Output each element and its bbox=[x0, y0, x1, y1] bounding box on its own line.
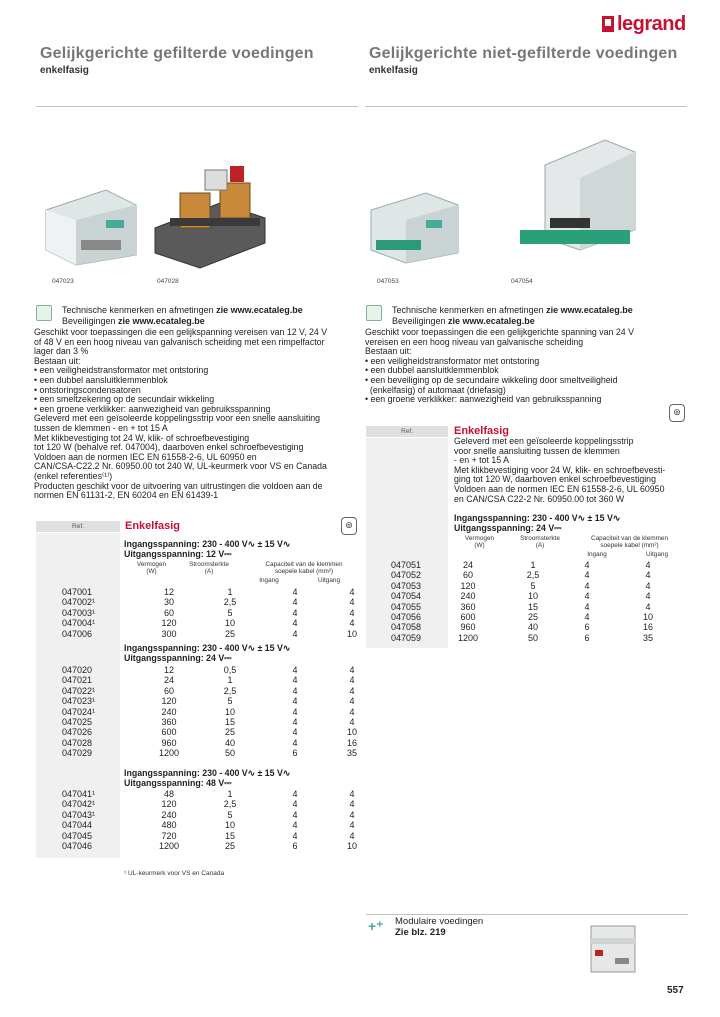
value-cell: 16 bbox=[346, 737, 357, 748]
value-cell: 120 bbox=[161, 799, 177, 810]
logo-text: legrand bbox=[617, 12, 686, 35]
ref-cell: 047024¹ bbox=[62, 706, 96, 717]
value-cell: 4 bbox=[349, 618, 355, 629]
value-cell: 60 bbox=[462, 570, 473, 581]
ref-cell: 047004¹ bbox=[62, 618, 96, 629]
ecataleg-link[interactable]: zie www.ecataleg.be bbox=[216, 305, 303, 315]
ref-cell: 047026 bbox=[62, 727, 93, 738]
value-cell: 4 bbox=[584, 570, 590, 581]
value-cell: 15 bbox=[224, 717, 235, 727]
table-row bbox=[391, 581, 720, 591]
value-cell: 4 bbox=[292, 607, 298, 618]
value-cell: 4 bbox=[292, 587, 298, 597]
value-cell: 300 bbox=[161, 628, 177, 639]
value-cell: 4 bbox=[349, 607, 355, 618]
ref-cell: 047054 bbox=[391, 591, 422, 602]
value-cell: 2,5 bbox=[223, 799, 237, 810]
value-cell: 25 bbox=[224, 727, 235, 738]
value-cell: 120 bbox=[161, 618, 177, 629]
ref-cell: 047021 bbox=[62, 675, 93, 686]
value-cell: 4 bbox=[292, 597, 298, 608]
value-cell: 2,5 bbox=[223, 685, 237, 696]
product-photo-modular bbox=[585, 918, 641, 978]
value-cell: 35 bbox=[642, 632, 653, 643]
table-row bbox=[62, 799, 392, 809]
ref-cell: 047053 bbox=[391, 580, 422, 591]
table-row bbox=[62, 820, 392, 830]
ref-cell: 047029 bbox=[62, 748, 93, 759]
table-row bbox=[62, 717, 392, 727]
ref-cell: 047041¹ bbox=[62, 789, 96, 799]
right-rule bbox=[365, 106, 687, 107]
product-photo-047053 bbox=[366, 165, 466, 265]
value-cell: 0,5 bbox=[223, 665, 237, 675]
value-cell: 15 bbox=[527, 601, 538, 612]
value-cell: 4 bbox=[292, 830, 298, 841]
table-row bbox=[62, 810, 392, 820]
table-row bbox=[62, 665, 392, 675]
value-cell: 12 bbox=[163, 665, 174, 675]
value-cell: 4 bbox=[292, 789, 298, 799]
value-cell: 10 bbox=[224, 618, 235, 629]
table-row bbox=[62, 686, 392, 696]
value-cell: 4 bbox=[349, 799, 355, 810]
value-cell: 360 bbox=[161, 717, 177, 727]
table-row bbox=[391, 602, 720, 612]
ecataleg-link[interactable]: zie www.ecataleg.be bbox=[546, 305, 633, 315]
value-cell: 40 bbox=[527, 622, 538, 633]
ref-cell: 047059 bbox=[391, 632, 422, 643]
table-row bbox=[391, 622, 720, 632]
ecataleg-link[interactable]: zie www.ecataleg.be bbox=[448, 315, 535, 326]
table-row bbox=[62, 608, 392, 618]
product-photo-047028 bbox=[150, 158, 270, 270]
image-code-4: 047054 bbox=[511, 278, 533, 285]
table-row bbox=[62, 831, 392, 841]
ref-cell: 047051 bbox=[391, 560, 422, 570]
see-also: Modulaire voedingen Zie blz. 219 bbox=[395, 916, 484, 938]
table-row bbox=[62, 597, 392, 607]
value-cell: 25 bbox=[527, 612, 538, 622]
value-cell: 4 bbox=[645, 580, 651, 591]
left-subtitle: enkelfasig bbox=[40, 65, 89, 76]
ref-cell: 047001 bbox=[62, 587, 93, 597]
ref-cell: 047045 bbox=[62, 830, 93, 841]
value-cell: 24 bbox=[163, 675, 174, 686]
value-cell: 4 bbox=[349, 717, 355, 727]
value-cell: 4 bbox=[349, 820, 355, 831]
table-title: Enkelfasig bbox=[454, 425, 510, 437]
ref-cell: 047056 bbox=[391, 612, 422, 622]
left-info: Technische kenmerken en afmetingen zie www.ecataleg.be Beveiligingen zie www.ecataleg.be bbox=[62, 305, 303, 326]
table-row bbox=[62, 738, 392, 748]
ref-cell: 047006 bbox=[62, 628, 93, 639]
value-cell: 6 bbox=[292, 748, 298, 759]
left-title: Gelijkgerichte gefilterde voedingen bbox=[40, 45, 314, 62]
ref-cell: 047044 bbox=[62, 820, 93, 831]
value-cell: 600 bbox=[161, 727, 177, 738]
table-row bbox=[62, 675, 392, 685]
value-cell: 4 bbox=[349, 587, 355, 597]
info-icon bbox=[36, 305, 52, 321]
value-cell: 25 bbox=[224, 841, 235, 851]
ref-cell: 047055 bbox=[391, 601, 422, 612]
ecataleg-link[interactable]: zie www.ecataleg.be bbox=[118, 315, 205, 326]
image-code-1: 047023 bbox=[52, 278, 74, 285]
value-cell: 4 bbox=[292, 618, 298, 629]
value-cell: 4 bbox=[584, 560, 590, 570]
value-cell: 120 bbox=[161, 696, 177, 707]
logo-mark-icon bbox=[602, 16, 614, 32]
image-code-3: 047053 bbox=[377, 278, 399, 285]
value-cell: 1200 bbox=[158, 841, 180, 851]
table-row bbox=[62, 618, 392, 628]
value-cell: 240 bbox=[161, 809, 177, 820]
value-cell: 4 bbox=[645, 570, 651, 581]
value-cell: 10 bbox=[527, 591, 538, 602]
value-cell: 4 bbox=[292, 675, 298, 686]
table-row bbox=[62, 629, 392, 639]
ref-cell: 047020 bbox=[62, 665, 93, 675]
value-cell: 1200 bbox=[457, 632, 479, 643]
value-cell: 35 bbox=[346, 748, 357, 759]
ref-cell: 047058 bbox=[391, 622, 422, 633]
right-info: Technische kenmerken en afmetingen zie www.ecataleg.be Beveiligingen zie www.ecataleg.be bbox=[392, 305, 633, 326]
value-cell: 4 bbox=[349, 706, 355, 717]
value-cell: 1 bbox=[530, 560, 536, 570]
value-cell: 6 bbox=[584, 622, 590, 633]
ref-cell: 047043¹ bbox=[62, 809, 96, 820]
column-headers: Vermogen (W) Stroomsterkte (A) Capaciteit van de klemmen soepele kabel (mm²) Ingang Uitgang bbox=[136, 561, 343, 584]
value-cell: 4 bbox=[292, 696, 298, 707]
value-cell: 40 bbox=[224, 737, 235, 748]
table-row bbox=[62, 587, 392, 597]
value-cell: 12 bbox=[163, 587, 174, 597]
footnote: ¹ UL-keurmerk voor VS en Canada bbox=[124, 870, 225, 877]
transformer-symbol-icon: ⊚ bbox=[669, 404, 685, 422]
value-cell: 15 bbox=[224, 830, 235, 841]
ref-cell: 047046 bbox=[62, 841, 93, 851]
value-cell: 4 bbox=[349, 809, 355, 820]
value-cell: 4 bbox=[349, 830, 355, 841]
value-cell: 4 bbox=[292, 665, 298, 675]
input-voltage: Ingangsspanning: 230 - 400 V∿ ± 15 V∿ Uitgangsspanning: 12 V⎓ bbox=[124, 539, 291, 559]
ref-cell: 047002¹ bbox=[62, 597, 96, 608]
table-row bbox=[62, 841, 392, 851]
value-cell: 1 bbox=[227, 587, 233, 597]
value-cell: 4 bbox=[645, 560, 651, 570]
value-cell: 60 bbox=[163, 685, 174, 696]
value-cell: 4 bbox=[292, 727, 298, 738]
value-cell: 4 bbox=[349, 665, 355, 675]
value-cell: 30 bbox=[163, 597, 174, 608]
value-cell: 10 bbox=[346, 727, 357, 738]
table-row bbox=[62, 748, 392, 758]
value-cell: 4 bbox=[349, 789, 355, 799]
value-cell: 4 bbox=[292, 737, 298, 748]
info-icon bbox=[366, 305, 382, 321]
ref-cell: 047022¹ bbox=[62, 685, 96, 696]
value-cell: 4 bbox=[292, 799, 298, 810]
ref-header: Ref. bbox=[366, 426, 448, 437]
value-cell: 2,5 bbox=[223, 597, 237, 608]
ref-header: Ref. bbox=[36, 521, 120, 532]
value-cell: 1 bbox=[227, 789, 233, 799]
value-cell: 4 bbox=[584, 601, 590, 612]
see-page-link[interactable]: Zie blz. 219 bbox=[395, 927, 446, 938]
value-cell: 360 bbox=[460, 601, 476, 612]
value-cell: 4 bbox=[584, 612, 590, 622]
value-cell: 10 bbox=[346, 841, 357, 851]
input-voltage: Ingangsspanning: 230 - 400 V∿ ± 15 V∿ Uitgangsspanning: 24 V⎓ bbox=[124, 643, 291, 663]
value-cell: 25 bbox=[224, 628, 235, 639]
value-cell: 240 bbox=[161, 706, 177, 717]
value-cell: 5 bbox=[227, 696, 233, 707]
plus-icon: +⁺ bbox=[368, 918, 384, 934]
value-cell: 6 bbox=[292, 841, 298, 851]
column-headers: Vermogen (W) Stroomsterkte (A) Capaciteit van de klemmen soepele kabel (mm²) Ingang Uitgang bbox=[464, 535, 669, 558]
right-title: Gelijkgerichte niet-gefilterde voedingen bbox=[369, 45, 678, 62]
value-cell: 4 bbox=[292, 628, 298, 639]
value-cell: 5 bbox=[227, 809, 233, 820]
value-cell: 4 bbox=[645, 601, 651, 612]
table-row bbox=[62, 707, 392, 717]
value-cell: 10 bbox=[224, 820, 235, 831]
value-cell: 50 bbox=[527, 632, 538, 643]
transformer-symbol-icon: ⊚ bbox=[341, 517, 357, 535]
input-voltage: Ingangsspanning: 230 - 400 V∿ ± 15 V∿ Uitgangsspanning: 48 V⎓ bbox=[124, 768, 291, 788]
value-cell: 4 bbox=[584, 591, 590, 602]
value-cell: 50 bbox=[224, 748, 235, 759]
value-cell: 4 bbox=[292, 685, 298, 696]
value-cell: 5 bbox=[530, 580, 536, 591]
product-photo-047023 bbox=[36, 160, 144, 268]
table-row bbox=[391, 570, 720, 580]
value-cell: 960 bbox=[460, 622, 476, 633]
value-cell: 480 bbox=[161, 820, 177, 831]
left-rule bbox=[36, 106, 358, 107]
table-title: Enkelfasig bbox=[125, 520, 181, 532]
image-code-2: 047028 bbox=[157, 278, 179, 285]
value-cell: 4 bbox=[292, 706, 298, 717]
value-cell: 4 bbox=[349, 675, 355, 686]
table-row bbox=[62, 696, 392, 706]
value-cell: 60 bbox=[163, 607, 174, 618]
value-cell: 4 bbox=[292, 809, 298, 820]
product-photo-047054 bbox=[505, 130, 645, 270]
table-row bbox=[391, 612, 720, 622]
value-cell: 720 bbox=[161, 830, 177, 841]
value-cell: 4 bbox=[292, 717, 298, 727]
value-cell: 2,5 bbox=[526, 570, 540, 581]
value-cell: 120 bbox=[460, 580, 476, 591]
table-row bbox=[62, 727, 392, 737]
left-description: Geschikt voor toepassingen die een gelijkspanning vereisen van 12 V, 24 V of 48 V en een hoog niveau van galvanisch scheiding met een rimpelfactor lager dan 3 % Bestaan uit: • een veiligheidstransformator met ontstoring • een dubbel aansluitklemmenblok • ontstoringscondensatoren • een smeltzekering op de secundair wikkeling • een groene verklikker: aanwezigheid van gebruiksspanning Geleverd met een geïsoleerde koppelingsstrip voor een snelle aansluiting tussen de klemmen - en + tot 15 A Met klikbevestiging tot 24 W, klik- of schroefbevestiging tot 120 W (behalve ref. 047004), daarboven enkel schroefbevestiging Voldoen aan de normen IEC EN 61558-2-6, UL 60950 en CAN/CSA-C22.2 Nr. 60950.00 tot 240 W, UL-keurmerk voor VS en Canada (enkel referenties⁽¹⁾) Producten geschikt voor de uitvoering van uitrustingen die voldoen aan de normen EN 61131-2, EN 60204 en EN 61439-1 bbox=[34, 327, 328, 501]
value-cell: 48 bbox=[163, 789, 174, 799]
ref-cell: 047028 bbox=[62, 737, 93, 748]
ref-cell: 047052 bbox=[391, 570, 422, 581]
right-subtitle: enkelfasig bbox=[369, 65, 418, 76]
value-cell: 6 bbox=[584, 632, 590, 643]
value-cell: 10 bbox=[642, 612, 653, 622]
right-table-description: Geleverd met een geïsoleerde koppelingsstrip voor snelle aansluiting tussen de klemmen - en + tot 15 A Met klikbevestiging voor 24 W, klik- en schroefbevesti- ging tot 120 W, daarboven enkel schroefbevestiging Voldoen aan de normen IEC EN 61558-2-6, UL 60950 en CAN/CSA C22-2 Nr. 60950.00 tot 360 W bbox=[454, 436, 666, 504]
table-row bbox=[62, 789, 392, 799]
input-voltage: Ingangsspanning: 230 - 400 V∿ ± 15 V∿ Uitgangsspanning: 24 V⎓ bbox=[454, 513, 621, 533]
value-cell: 240 bbox=[460, 591, 476, 602]
value-cell: 4 bbox=[292, 820, 298, 831]
value-cell: 1200 bbox=[158, 748, 180, 759]
value-cell: 5 bbox=[227, 607, 233, 618]
value-cell: 1 bbox=[227, 675, 233, 686]
value-cell: 4 bbox=[349, 696, 355, 707]
right-description: Geschikt voor toepassingen die een gelijkgerichte spanning van 24 V vereisen en een hoog niveau van galvanische scheiding Bestaan uit: • een veiligheidstransformator met ontstoring • een dubbel aansluitklemmenblok • een beveiliging op de secundaire wikkeling door smeltveiligheid (enkelfasig) of automaat (driefasig) • een groene verklikker: aanwezigheid van gebruiksspanning bbox=[365, 327, 634, 405]
value-cell: 16 bbox=[642, 622, 653, 633]
see-rule bbox=[366, 914, 688, 915]
ref-cell: 047023¹ bbox=[62, 696, 96, 707]
ref-cell: 047003¹ bbox=[62, 607, 96, 618]
value-cell: 24 bbox=[462, 560, 473, 570]
table-row bbox=[391, 560, 720, 570]
value-cell: 10 bbox=[346, 628, 357, 639]
value-cell: 960 bbox=[161, 737, 177, 748]
value-cell: 4 bbox=[645, 591, 651, 602]
value-cell: 4 bbox=[584, 580, 590, 591]
ref-cell: 047025 bbox=[62, 717, 93, 727]
table-row bbox=[391, 633, 720, 643]
value-cell: 600 bbox=[460, 612, 476, 622]
page-number: 557 bbox=[667, 985, 684, 996]
ref-cell: 047042¹ bbox=[62, 799, 96, 810]
table-row bbox=[391, 591, 720, 601]
value-cell: 4 bbox=[349, 685, 355, 696]
value-cell: 10 bbox=[224, 706, 235, 717]
legrand-logo bbox=[602, 12, 686, 36]
value-cell: 4 bbox=[349, 597, 355, 608]
